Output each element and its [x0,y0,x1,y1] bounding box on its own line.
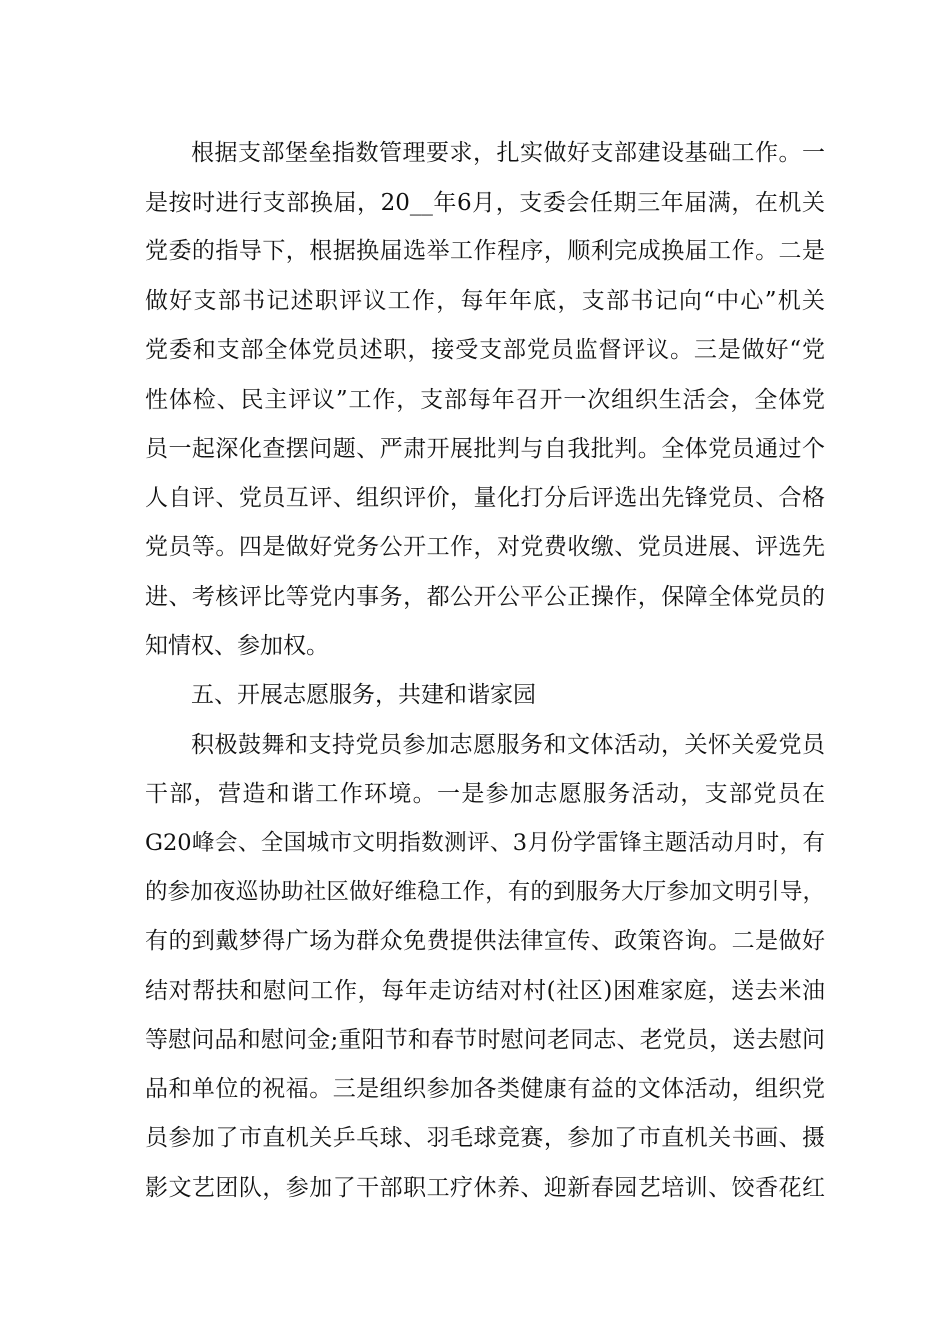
paragraph-line: 做好支部书记述职评议工作，每年年底，支部书记向“中心”机关 [145,288,825,314]
paragraph-line: 员参加了市直机关乒乓球、羽毛球竞赛，参加了市直机关书画、摄 [145,1125,825,1151]
paragraph-line: 等慰问品和慰问金;重阳节和春节时慰问老同志、老党员，送去慰问 [145,1027,825,1053]
paragraph-line: 党委的指导下，根据换届选举工作程序，顺利完成换届工作。二是 [145,238,825,264]
paragraph-line: 进、考核评比等党内事务，都公开公平公正操作，保障全体党员的 [145,584,825,610]
paragraph-line: 干部，营造和谐工作环境。一是参加志愿服务活动，支部党员在 [145,781,825,807]
paragraph-line: 品和单位的祝福。三是组织参加各类健康有益的文体活动，组织党 [145,1076,825,1102]
paragraph-line: 人自评、党员互评、组织评价，量化打分后评选出先锋党员、合格 [145,485,825,511]
paragraph-line: 的参加夜巡协助社区做好维稳工作，有的到服务大厅参加文明引导， [145,879,825,905]
paragraph-line: 积极鼓舞和支持党员参加志愿服务和文体活动，关怀关爱党员 [191,732,825,758]
paragraph-line: 党委和支部全体党员述职，接受支部党员监督评议。三是做好“党 [145,337,825,363]
paragraph-line: 党员等。四是做好党务公开工作，对党费收缴、党员进展、评选先 [145,534,825,560]
paragraph-line: 员一起深化查摆问题、严肃开展批判与自我批判。全体党员通过个 [145,436,825,462]
paragraph-line: 知情权、参加权。 [145,633,329,659]
paragraph-line: 根据支部堡垒指数管理要求，扎实做好支部建设基础工作。一 [191,140,825,166]
paragraph-line: 性体检、民主评议”工作，支部每年召开一次组织生活会，全体党 [145,387,825,413]
paragraph-line: 有的到戴梦得广场为群众免费提供法律宣传、政策咨询。二是做好 [145,928,825,954]
paragraph-line: G20峰会、全国城市文明指数测评、3月份学雷锋主题活动月时，有 [145,830,825,856]
paragraph-line: 影文艺团队，参加了干部职工疗休养、迎新春园艺培训、饺香花红 [145,1175,825,1201]
paragraph-line: 是按时进行支部换届，20__年6月，支委会任期三年届满，在机关 [145,190,825,216]
section-heading: 五、开展志愿服务，共建和谐家园 [191,682,536,708]
paragraph-line: 结对帮扶和慰问工作，每年走访结对村(社区)困难家庭，送去米油 [145,978,825,1004]
